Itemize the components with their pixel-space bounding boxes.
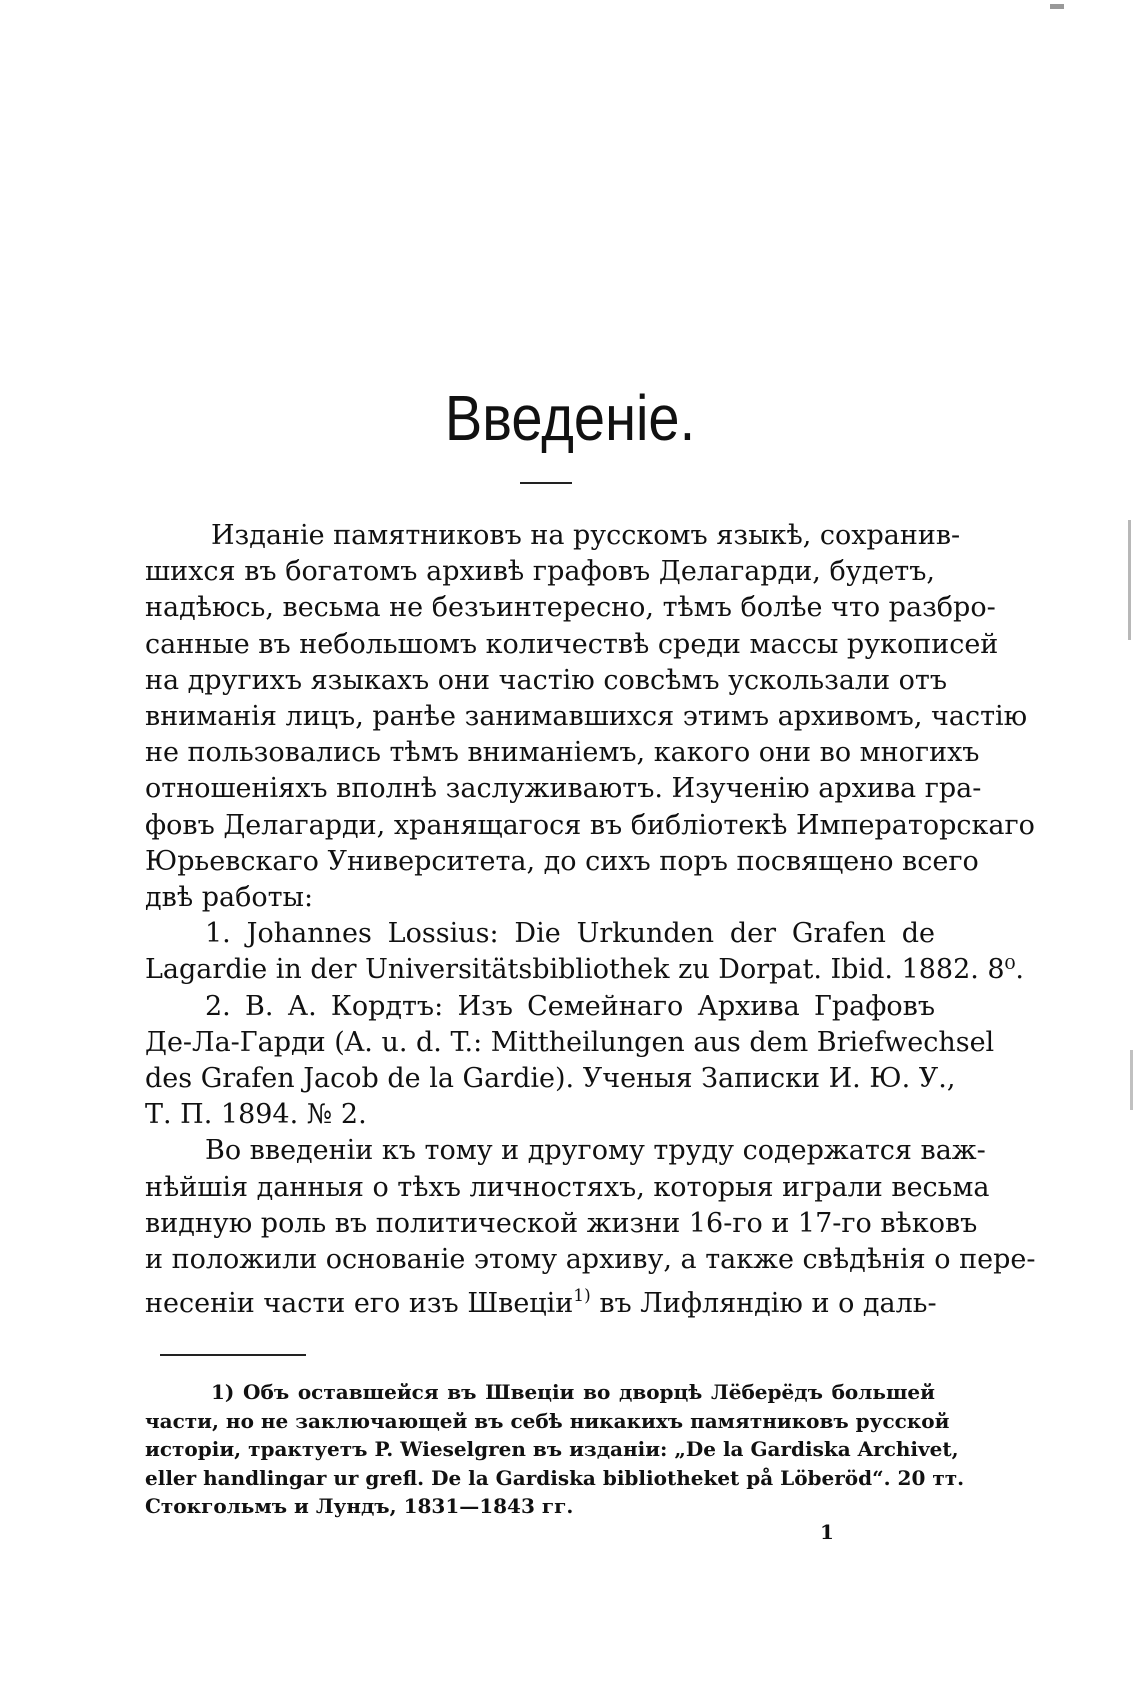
body-line: отношеніяхъ вполнѣ заслуживаютъ. Изученію архива гра- (145, 773, 982, 805)
scan-edge-mark (1050, 4, 1064, 9)
footnote-line: eller handlingar ur grefl. De la Gardiska bibliotheket på Löberöd“. 20 тт. (145, 1465, 965, 1490)
body-line: фовъ Делагарди, хранящагося въ библіотекѣ Императорскаго (145, 809, 1035, 841)
scan-edge-mark (1128, 520, 1131, 640)
page-title: Введеніе. (444, 381, 696, 454)
body-line: шихся въ богатомъ архивѣ графовъ Делагарди, будетъ, (145, 556, 935, 588)
body-line: Во введеніи къ тому и другому труду содержатся важ- (205, 1135, 986, 1167)
footnote-line: части, но не заключающей въ себѣ никакихъ памятниковъ русской (145, 1408, 950, 1433)
work-entry-2-continued: des Grafen Jacob de la Gardie). Ученыя Записки И. Ю. У., (145, 1063, 956, 1095)
body-line: двѣ работы: (145, 882, 314, 914)
body-line: вниманія лицъ, ранѣе занимавшихся этимъ архивомъ, частію (145, 701, 1028, 733)
footnote-divider (160, 1354, 306, 1356)
work-entry-1: 1. Johannes Lossius: Die Urkunden der Grafen de (205, 918, 935, 950)
body-line-with-footnote (145, 1278, 935, 1322)
footnote-line: исторіи, трактуетъ P. Wieselgren въ изданіи: „De la Gardiska Archivet, (145, 1437, 959, 1461)
work-entry-2: 2. В. А. Кордтъ: Изъ Семейнаго Архива Графовъ (205, 990, 935, 1022)
body-line: надѣюсь, весьма не безъинтересно, тѣмъ болѣе что разбро- (145, 592, 996, 624)
introduction-text (145, 518, 1036, 1322)
body-line: санные въ небольшомъ количествѣ среди массы рукописей (145, 628, 999, 660)
work-entry-1-continued: Lagardie in der Universitätsbibliothek zu Dorpat. Ibid. 1882. 8⁰. (145, 954, 1025, 986)
body-line-start: несеніи части его изъ Швеціи (145, 1288, 574, 1320)
body-line-end: въ Лифляндію и о даль- (599, 1288, 937, 1320)
body-line: нѣйшія данныя о тѣхъ личностяхъ, которыя играли весьма (145, 1171, 990, 1203)
scan-edge-mark (1130, 1050, 1133, 1110)
title-divider (520, 482, 572, 484)
footnote-reference: 1) (573, 1286, 591, 1307)
work-entry-2-continued: Т. П. 1894. № 2. (145, 1099, 367, 1131)
page-number: 1 (820, 1520, 834, 1544)
footnote (145, 1378, 965, 1521)
body-line: видную роль въ политической жизни 16-го и 17-го вѣковъ (145, 1207, 978, 1239)
body-line: Юрьевскаго Университета, до сихъ поръ посвящено всего (145, 845, 979, 877)
body-line: Изданіе памятниковъ на русскомъ языкѣ, сохранив- (211, 520, 961, 551)
body-line: на другихъ языкахъ они частію совсѣмъ ускользали отъ (145, 664, 948, 696)
body-line: и положили основаніе этому архиву, а также свѣдѣнія о пере- (145, 1244, 1036, 1276)
footnote-line: Стокгольмъ и Лундъ, 1831—1843 гг. (145, 1494, 574, 1518)
work-entry-2-continued: Де-Ла-Гарди (A. u. d. T.: Mittheilungen aus dem Briefwechsel (145, 1026, 995, 1058)
footnote-line: 1) Объ оставшейся въ Швеціи во дворцѣ Лёберёдъ большей (211, 1380, 935, 1404)
body-line: не пользовались тѣмъ вниманіемъ, какого они во многихъ (145, 737, 980, 769)
